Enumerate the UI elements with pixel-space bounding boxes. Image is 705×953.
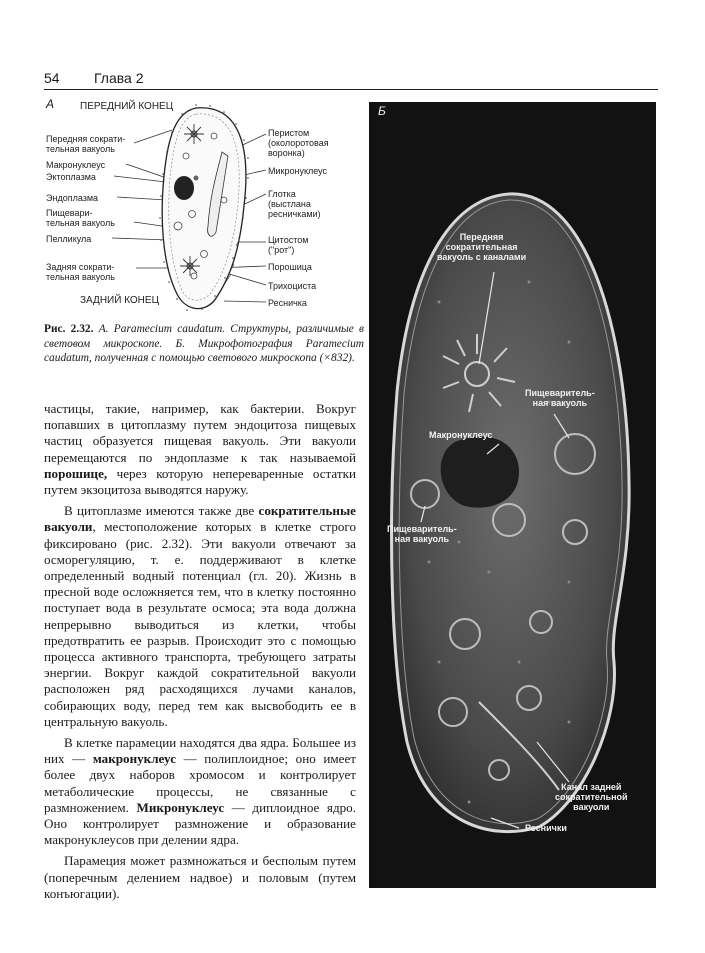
figure-caption — [44, 322, 364, 366]
body-text — [44, 401, 356, 907]
page-number: 54 — [44, 70, 60, 86]
label-gullet-3: ресничками) — [268, 209, 321, 219]
micrograph — [369, 102, 656, 888]
photo-label-posterior-canal: Канал задней сократительной вакуоли — [555, 782, 628, 812]
label-macronucleus: Макронуклеус — [46, 160, 106, 170]
label-gullet-2: (выстлана — [268, 199, 311, 209]
label-ectoplasm: Эктоплазма — [46, 172, 96, 182]
label-peristome-2: (околоротовая — [268, 138, 329, 148]
label-posterior-vacuole-1: Задняя сократи- — [46, 262, 115, 272]
paragraph-2: В цитоплазме имеются также две сократительные вакуоли, местоположение которых в клетке строго фиксировано (рис. 2.32). Эти вакуоли отвечают за осморегуляцию, т. е. поддерживают в клетке определенный водный потенциал (гл. 20). Жизнь в пресной воде осложняется тем, что в клетку постоянно поступает вода в результате осмоса; эта вода должна непрерывно выводиться из клетки, чтобы предотвратить ее разрыв. Происходит это с помощью процесса активного транспорта, требующего затраты энергии. Вокруг каждой сократительной вакуоли расположен ряд расходящихся лучами каналов, собирающих воду, перед тем как высвободить ее в центральную вакуоль. — [44, 503, 356, 729]
photo-label-food-vacuole-right: Пищеваритель- ная вакуоль — [525, 388, 595, 408]
paramecium-diagram — [44, 96, 360, 318]
label-cilium: Ресничка — [268, 298, 307, 308]
term-macronucleus: макронуклеус — [92, 751, 176, 767]
label-micronucleus: Микронуклеус — [268, 166, 328, 176]
paragraph-4: Парамеция может размножаться и бесполым путем (поперечным делением надвое) и половым (путем конъюгации). — [44, 853, 356, 901]
label-anterior-vacuole-2: тельная вакуоль — [46, 144, 115, 154]
label-cytostome-2: ("рот") — [268, 245, 295, 255]
photo-label-anterior-vacuole: Передняя сократительная вакуоль с каналами — [437, 232, 527, 262]
anterior-end-label: ПЕРЕДНИЙ КОНЕЦ — [80, 101, 174, 112]
micrograph-image — [369, 102, 656, 888]
caption-text: А. Paramecium caudatum. Структуры, различимые в световом микроскопе. Б. Микрофотография Paramecium caudatum, полученная с помощью светового микроскопа (×832). — [44, 323, 364, 364]
chapter-title: Глава 2 — [94, 70, 144, 86]
photo-label-macronucleus: Макронуклеус — [429, 430, 493, 440]
label-anterior-vacuole-1: Передняя сократи- — [46, 134, 126, 144]
label-trichocyst: Трихоциста — [268, 281, 317, 291]
panel-a-letter: А — [46, 97, 55, 111]
term-micronucleus: Микронуклеус — [136, 799, 225, 815]
label-peristome-3: воронка) — [268, 148, 305, 158]
paragraph-1: частицы, такие, например, как бактерии. Вокруг попавших в цитоплазму путем эндоцитоза пищевых частиц образуется пищевая вакуоль. Эти вакуоли перемещаются по эндоплазме к так называемой порошице, через которую непереваренные остатки путем экзоцитоза выводятся наружу. — [44, 401, 356, 498]
term-cytoproct: порошице, — [44, 465, 108, 481]
label-cytostome-1: Цитостом — [268, 235, 309, 245]
posterior-end-label: ЗАДНИЙ КОНЕЦ — [80, 295, 159, 306]
photo-label-cilia: Реснички — [525, 823, 567, 833]
label-food-vacuole-1: Пищевари- — [46, 208, 93, 218]
running-header — [44, 70, 658, 88]
panel-b-letter: Б — [378, 104, 386, 118]
photo-label-food-vacuole-left: Пищеваритель- ная вакуоль — [387, 524, 457, 544]
label-posterior-vacuole-2: тельная вакуоль — [46, 272, 115, 282]
paragraph-3: В клетке парамеции находятся два ядра. Большее из них — макронуклеус — полиплоидное; оно имеет более двух наборов хромосом и контролирует метаболические процессы, не связанные с размножением. Микронуклеус — диплоидное ядро. Оно контролирует размножение и образование макронуклеусов при делении ядра. — [44, 735, 356, 848]
label-peristome-1: Перистом — [268, 128, 310, 138]
term-contractile-vacuoles: сократительные вакуоли — [44, 503, 356, 535]
label-endoplasm: Эндоплазма — [46, 193, 99, 203]
label-cytoproct: Порошица — [268, 262, 312, 272]
label-food-vacuole-2: тельная вакуоль — [46, 218, 115, 228]
label-pellicle: Пелликула — [46, 234, 92, 244]
header-rule — [44, 89, 658, 90]
figure-number: Рис. 2.32. — [44, 323, 94, 335]
label-gullet-1: Глотка — [268, 189, 296, 199]
